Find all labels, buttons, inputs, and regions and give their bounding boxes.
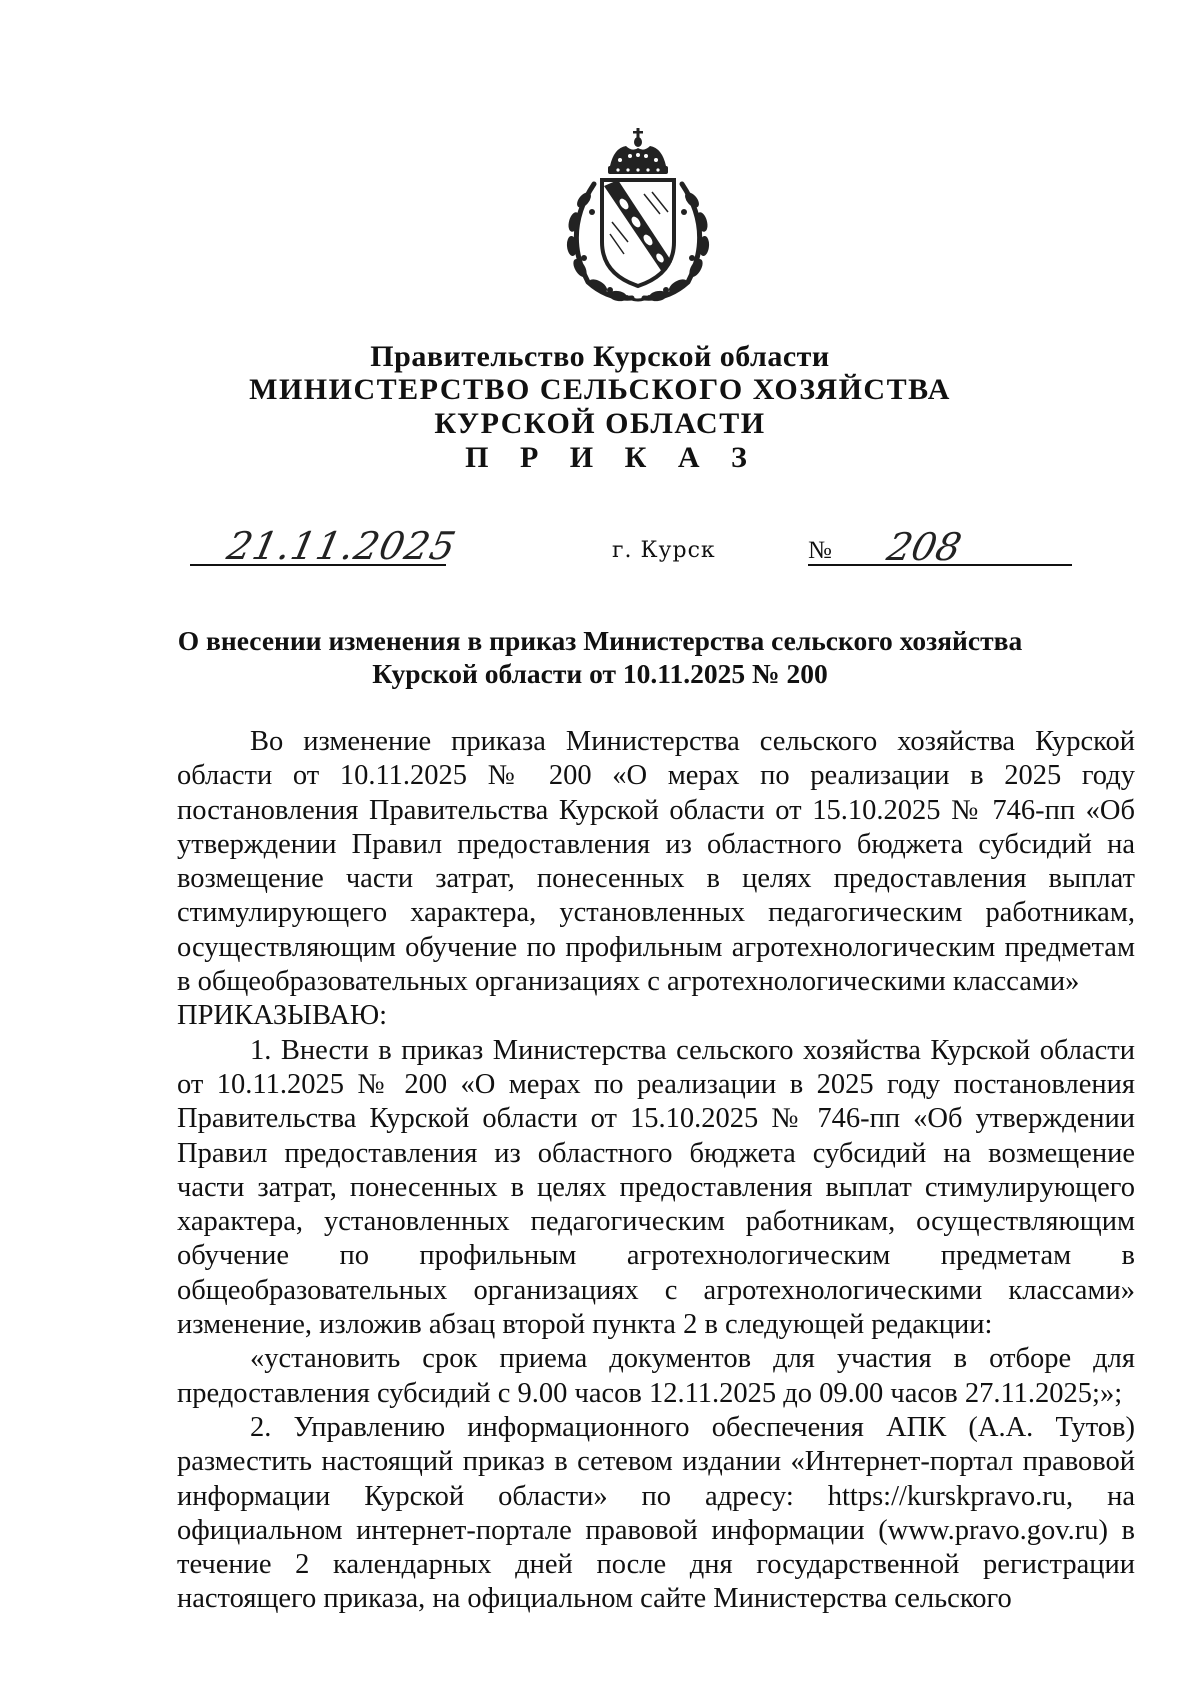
order-date-handwritten: 21.11.2025 <box>223 524 461 568</box>
order-word: ПРИКАЗЫВАЮ: <box>177 1000 388 1032</box>
number-sign: № <box>808 537 832 564</box>
kursk-coat-of-arms-emblem <box>548 122 728 310</box>
number-underline <box>808 564 1072 566</box>
city-label: г. Курск <box>612 538 716 563</box>
document-body <box>177 725 1135 1617</box>
item-1-quote-paragraph: «установить срок приема документов для участия в отборе для предоставления субсидий с 9.00 часов 12.11.2025 до 09.00 часов 27.11.2025;»; <box>177 1343 1135 1409</box>
document-title-line2: Курской области от 10.11.2025 № 200 <box>372 658 828 689</box>
government-name: Правительство Курской области <box>370 340 830 373</box>
document-title-line1: О внесении изменения в приказ Министерства сельского хозяйства <box>177 625 1023 656</box>
ministry-name-line2: КУРСКОЙ ОБЛАСТИ <box>434 407 766 440</box>
item-1-paragraph: 1. Внести в приказ Министерства сельского хозяйства Курской области от 10.11.2025 № 200 «О мерах по реализации в 2025 году постановления Правительства Курской области от 15.10.2025 № 746-пп «Об утверждении Правил предоставления из областного бюджета субсидий на возмещение части затрат, понесенных в целях предоставления выплат стимулирующего характера, установленных педагогическим работникам, осуществляющим обучение по профильным агротехнологическим предметам в общеобразовательных организациях с агротехнологическими классами» изменение, изложив абзац второй пункта 2 в следующей редакции: <box>177 1034 1135 1341</box>
item-2-paragraph: 2. Управлению информационного обеспечения АПК (А.А. Тутов) разместить настоящий приказ в сетевом издании «Интернет-портал правовой информации Курской области» по адресу: https://kurskpravo.ru, на официальном интернет-портале правовой информации (www.pravo.gov.ru) в течение 2 календарных дней после дня государственной регистрации настоящего приказа, на официальном сайте Министерства сельского <box>177 1411 1135 1615</box>
order-number-handwritten: 208 <box>883 525 966 569</box>
preamble-paragraph: Во изменение приказа Министерства сельского хозяйства Курской области от 10.11.2025 № 200 «О мерах по реализации в 2025 году постановления Правительства Курской области от 15.10.2025 № 746-пп «Об утверждении Правил предоставления из областного бюджета субсидий на возмещение части затрат, понесенных в целях предоставления выплат стимулирующего характера, установленных педагогическим работникам, осуществляющим обучение по профильным агротехнологическим предметам в общеобразовательных организациях с агротехнологическими классами» <box>177 726 1135 998</box>
ministry-name-line1: МИНИСТЕРСТВО СЕЛЬСКОГО ХОЗЯЙСТВА <box>249 373 951 406</box>
date-underline <box>190 564 446 566</box>
document-type: П Р И К А З <box>465 441 759 474</box>
